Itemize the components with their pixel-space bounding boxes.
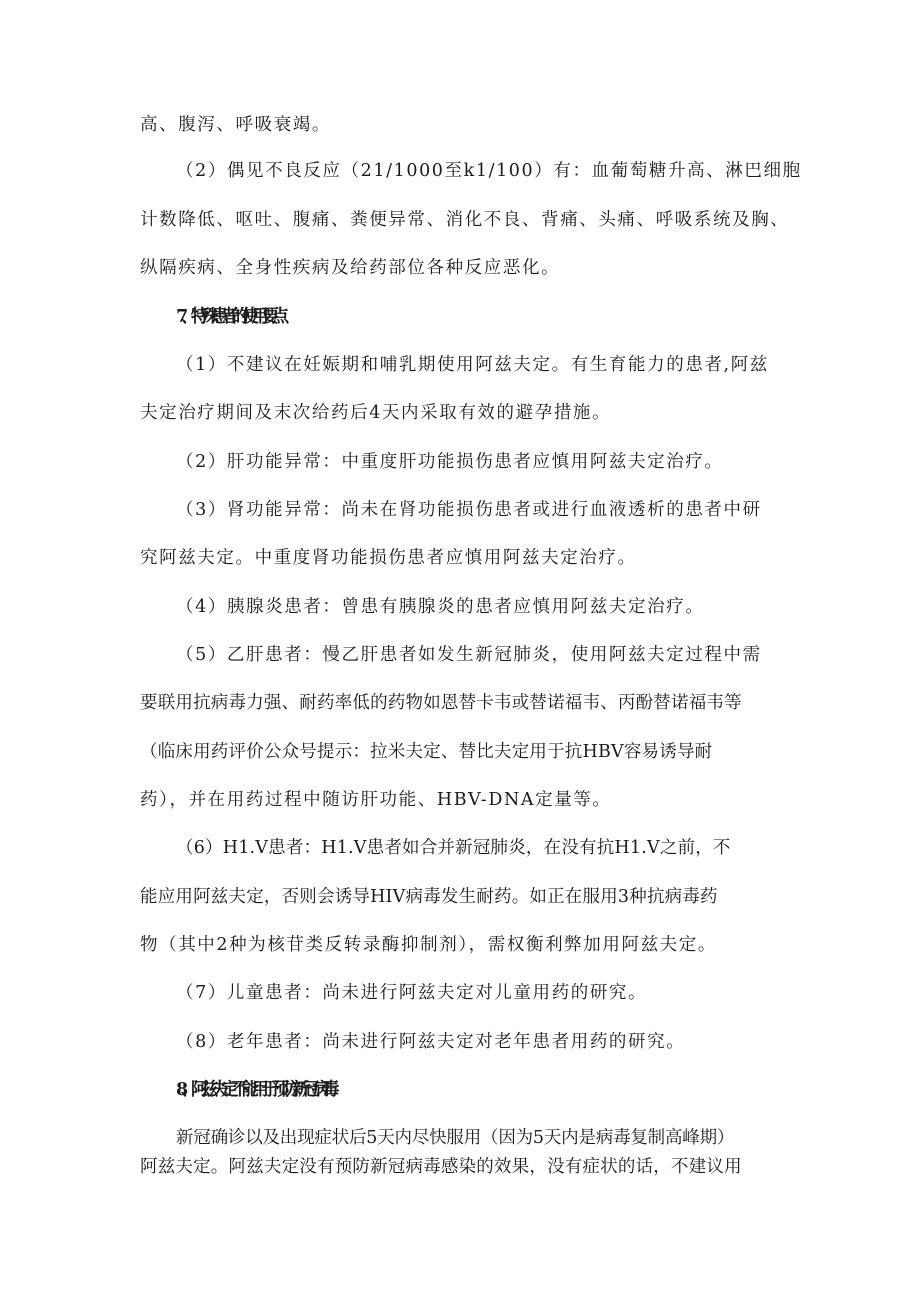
paragraph-line: 夫定治疗期间及末次给药后4天内采取有效的避孕措施。	[140, 403, 612, 423]
paragraph-line: 纵隔疾病、全身性疾病及给药部位各种反应恶化。	[140, 258, 561, 278]
paragraph-line: 高、腹泻、呼吸衰竭。	[140, 115, 331, 135]
paragraph-line: 要联用抗病毒力强、耐药率低的药物如恩替卡韦或替诺福韦、丙酚替诺福韦等	[140, 693, 742, 713]
section-heading: 7、特殊患者的使用要点	[176, 307, 282, 327]
paragraph-line: 物（其中2种为核苷类反转录酶抑制剂），需权衡利弊加用阿兹夫定。	[140, 935, 717, 955]
paragraph-line: 究阿兹夫定。中重度肾功能损伤患者应慎用阿兹夫定治疗。	[140, 548, 637, 568]
paragraph-line: 计数降低、呕吐、腹痛、粪便异常、消化不良、背痛、头痛、呼吸系统及胸、	[140, 210, 790, 230]
paragraph-line: （2）偶见不良反应（21/1000至k1/100）有：血葡萄糖升高、淋巴细胞	[176, 161, 802, 181]
paragraph-line: （3）肾功能异常：尚未在肾功能损伤患者或进行血液透析的患者中研	[176, 500, 762, 520]
paragraph-line: （2）肝功能异常：中重度肝功能损伤患者应慎用阿兹夫定治疗。	[176, 452, 724, 472]
paragraph-line: 新冠确诊以及出现症状后5天内尽快服用（因为5天内是病毒复制高峰期）	[176, 1128, 735, 1148]
paragraph-line: 阿兹夫定。阿兹夫定没有预防新冠病毒感染的效果，没有症状的话，不建议用	[140, 1157, 742, 1177]
paragraph-line: 能应用阿兹夫定，否则会诱导HIV病毒发生耐药。如正在服用3种抗病毒药	[140, 887, 718, 907]
paragraph-line: （4）胰腺炎患者：曾患有胰腺炎的患者应慎用阿兹夫定治疗。	[176, 597, 705, 617]
paragraph-line: 药），并在用药过程中随访肝功能、HBV-DNA定量等。	[140, 790, 612, 810]
paragraph-line: （5）乙肝患者：慢乙肝患者如发生新冠肺炎，使用阿兹夫定过程中需	[176, 645, 762, 665]
paragraph-line: （6）H1.V患者：H1.V患者如合并新冠肺炎，在没有抗H1.V之前，不	[176, 838, 731, 858]
section-heading: 8、阿兹夫定不能用于预防新冠病毒	[176, 1080, 333, 1100]
paragraph-line: （8）老年患者：尚未进行阿兹夫定对老年患者用药的研究。	[176, 1032, 686, 1052]
paragraph-line: （1）不建议在妊娠期和哺乳期使用阿兹夫定。有生育能力的患者,阿兹	[176, 355, 769, 375]
paragraph-line: （临床用药评价公众号提示：拉米夫定、替比夫定用于抗HBV容易诱导耐	[140, 742, 713, 762]
paragraph-line: （7）儿童患者：尚未进行阿兹夫定对儿童用药的研究。	[176, 983, 648, 1003]
